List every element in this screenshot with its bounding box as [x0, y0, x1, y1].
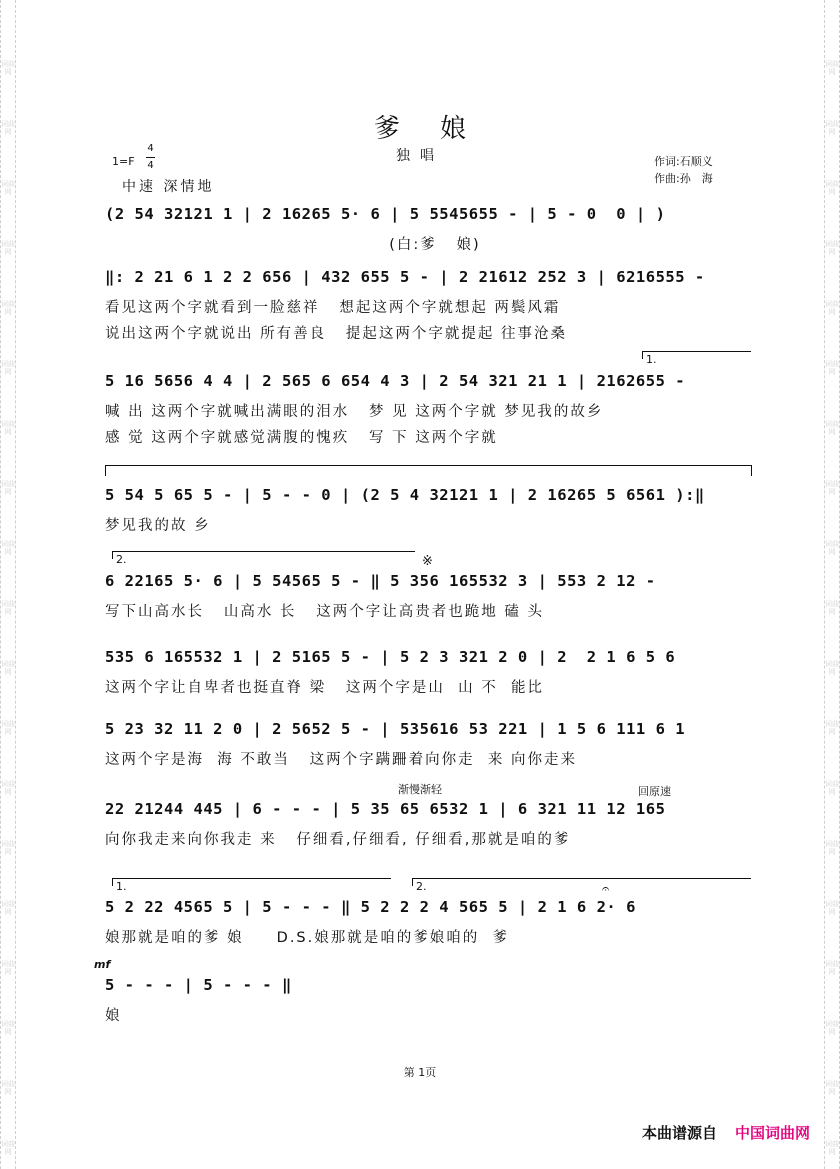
lyric-line: 向你我走来向你我走 来 仔细看,仔细看, 仔细看,那就是咱的爹 [105, 832, 571, 848]
tempo-return-marking: 回原速 [638, 785, 671, 798]
notation-row: (2 54 32121 1 | 2 16265 5· 6 | 5 5545655 - | 5 - 0 0 | ) [105, 205, 666, 223]
notation-row: 535 6 165532 1 | 2 5165 5 - | 5 2 3 321 2 0 | 2 2 1 6 5 6 [105, 648, 676, 666]
watermark-text: 词曲网 [825, 600, 839, 616]
watermark-text: 词曲网 [825, 240, 839, 256]
lyric-line: (白:爹 娘) [105, 237, 481, 253]
lyric-line: 这两个字让自卑者也挺直脊 梁 这两个字是山 山 不 能比 [105, 680, 544, 696]
notation-row: 5 16 5656 4 4 | 2 565 6 654 4 3 | 2 54 321 21 1 | 2162655 - [105, 372, 686, 390]
volta-1b-label: 1. [116, 880, 127, 893]
volta-2-label: 2. [116, 553, 127, 566]
notation-row: ‖: 2 21 6 1 2 2 656 | 432 655 5 - | 2 21612 252 3 | 6216555 - [105, 268, 705, 286]
volta-2b-label: 2. [416, 880, 427, 893]
watermark-text: 词曲网 [825, 960, 839, 976]
watermark-text: 词曲网 [825, 420, 839, 436]
notation-row: 22 21244 445 | 6 - - - | 5 35 65 6532 1 | 6 321 11 12 165 [105, 800, 666, 818]
composer-credit: 作曲:孙 海 [654, 172, 713, 185]
watermark-text: 词曲网 [1, 720, 15, 736]
watermark-text: 词曲网 [1, 540, 15, 556]
lyric-line: 看见这两个字就看到一脸慈祥 想起这两个字就想起 两鬓风霜 [105, 300, 561, 316]
watermark-text: 词曲网 [1, 480, 15, 496]
lyric-line: 这两个字是海 海 不敢当 这两个字蹒跚着向你走 来 向你走来 [105, 752, 577, 768]
mf-dynamic: mf [94, 958, 111, 971]
notation-row: 5 - - - | 5 - - - ‖ [105, 976, 292, 994]
fermata-sign: 𝄐 [602, 882, 610, 897]
lyric-line: 说出这两个字就说出 所有善良 提起这两个字就提起 往事沧桑 [105, 326, 568, 342]
watermark-text: 词曲网 [1, 120, 15, 136]
meter-top: 4 [147, 143, 154, 154]
lyric-line: 娘 [105, 1008, 122, 1024]
watermark-text: 词曲网 [1, 60, 15, 76]
watermark-text: 词曲网 [1, 1140, 15, 1156]
lyricist-credit: 作词:石顺义 [654, 155, 713, 168]
notation-row: 6 22165 5· 6 | 5 54565 5 - ‖ 5 356 165532 3 | 553 2 12 - [105, 572, 656, 590]
notation-row: 5 23 32 11 2 0 | 2 5652 5 - | 535616 53 221 | 1 5 6 111 6 1 [105, 720, 686, 738]
watermark-text: 词曲网 [825, 900, 839, 916]
source-site-link[interactable]: 中国词曲网 [734, 1124, 810, 1142]
lyric-line: 娘那就是咱的爹 娘 D.S.娘那就是咱的爹娘咱的 爹 [105, 930, 509, 946]
time-signature [146, 142, 155, 173]
page-number: 第 1页 [403, 1066, 437, 1079]
watermark-text: 词曲网 [825, 300, 839, 316]
meter-bottom: 4 [147, 160, 154, 171]
volta-bracket-1b [112, 878, 391, 886]
watermark-text: 词曲网 [1, 600, 15, 616]
watermark-text: 词曲网 [825, 360, 839, 376]
watermark-text: 词曲网 [825, 1080, 839, 1096]
watermark-text: 词曲网 [825, 660, 839, 676]
watermark-text: 词曲网 [825, 120, 839, 136]
tempo-marking: 中速 深情地 [122, 179, 215, 195]
watermark-text: 词曲网 [825, 1140, 839, 1156]
source-footer [642, 1122, 810, 1143]
watermark-text: 词曲网 [825, 840, 839, 856]
watermark-text: 词曲网 [825, 540, 839, 556]
watermark-text: 词曲网 [1, 360, 15, 376]
watermark-text: 词曲网 [825, 480, 839, 496]
watermark-text: 词曲网 [1, 840, 15, 856]
watermark-text: 词曲网 [825, 180, 839, 196]
volta-bracket-1 [642, 351, 751, 359]
watermark-text: 词曲网 [1, 420, 15, 436]
volta-bracket-2 [112, 551, 415, 559]
lyric-line: 喊 出 这两个字就喊出满眼的泪水 梦 见 这两个字就 梦见我的故乡 [105, 404, 604, 420]
notation-row: 5 2 22 4565 5 | 5 - - - ‖ 5 2 2 2 4 565 5 | 2 1 6 2· 6 [105, 898, 636, 916]
dynamic-slow-marking: 渐慢渐轻 [398, 783, 442, 796]
watermark-text: 词曲网 [825, 780, 839, 796]
watermark-text: 词曲网 [1, 900, 15, 916]
ending-bracket-line [105, 465, 752, 476]
notation-row: 5 54 5 65 5 - | 5 - - 0 | (2 5 4 32121 1 | 2 16265 5 6561 ):‖ [105, 486, 705, 504]
watermark-text: 词曲网 [825, 720, 839, 736]
watermark-text: 词曲网 [825, 1020, 839, 1036]
watermark-text: 词曲网 [1, 1020, 15, 1036]
watermark-text: 词曲网 [825, 60, 839, 76]
watermark-text: 词曲网 [1, 240, 15, 256]
segno-sign: ※ [422, 554, 433, 569]
volta-bracket-2b [412, 878, 751, 886]
watermark-text: 词曲网 [1, 180, 15, 196]
key-signature: 1=F [112, 155, 135, 168]
source-text: 本曲谱源自 [641, 1124, 717, 1142]
lyric-line: 梦见我的故 乡 [105, 518, 211, 534]
volta-1-label: 1. [646, 353, 657, 366]
song-title: 爹娘 [373, 114, 506, 144]
watermark-text: 词曲网 [1, 1080, 15, 1096]
lyric-line: 感 觉 这两个字就感觉满腹的愧疚 写 下 这两个字就 [105, 430, 498, 446]
lyric-line: 写下山高水长 山高水 长 这两个字让高贵者也跪地 磕 头 [105, 604, 544, 620]
watermark-text: 词曲网 [1, 300, 15, 316]
left-watermark-strip [0, 0, 16, 1169]
watermark-text: 词曲网 [1, 780, 15, 796]
watermark-text: 词曲网 [1, 960, 15, 976]
performance-type: 独唱 [396, 148, 444, 164]
right-watermark-strip [824, 0, 840, 1169]
watermark-text: 词曲网 [1, 660, 15, 676]
